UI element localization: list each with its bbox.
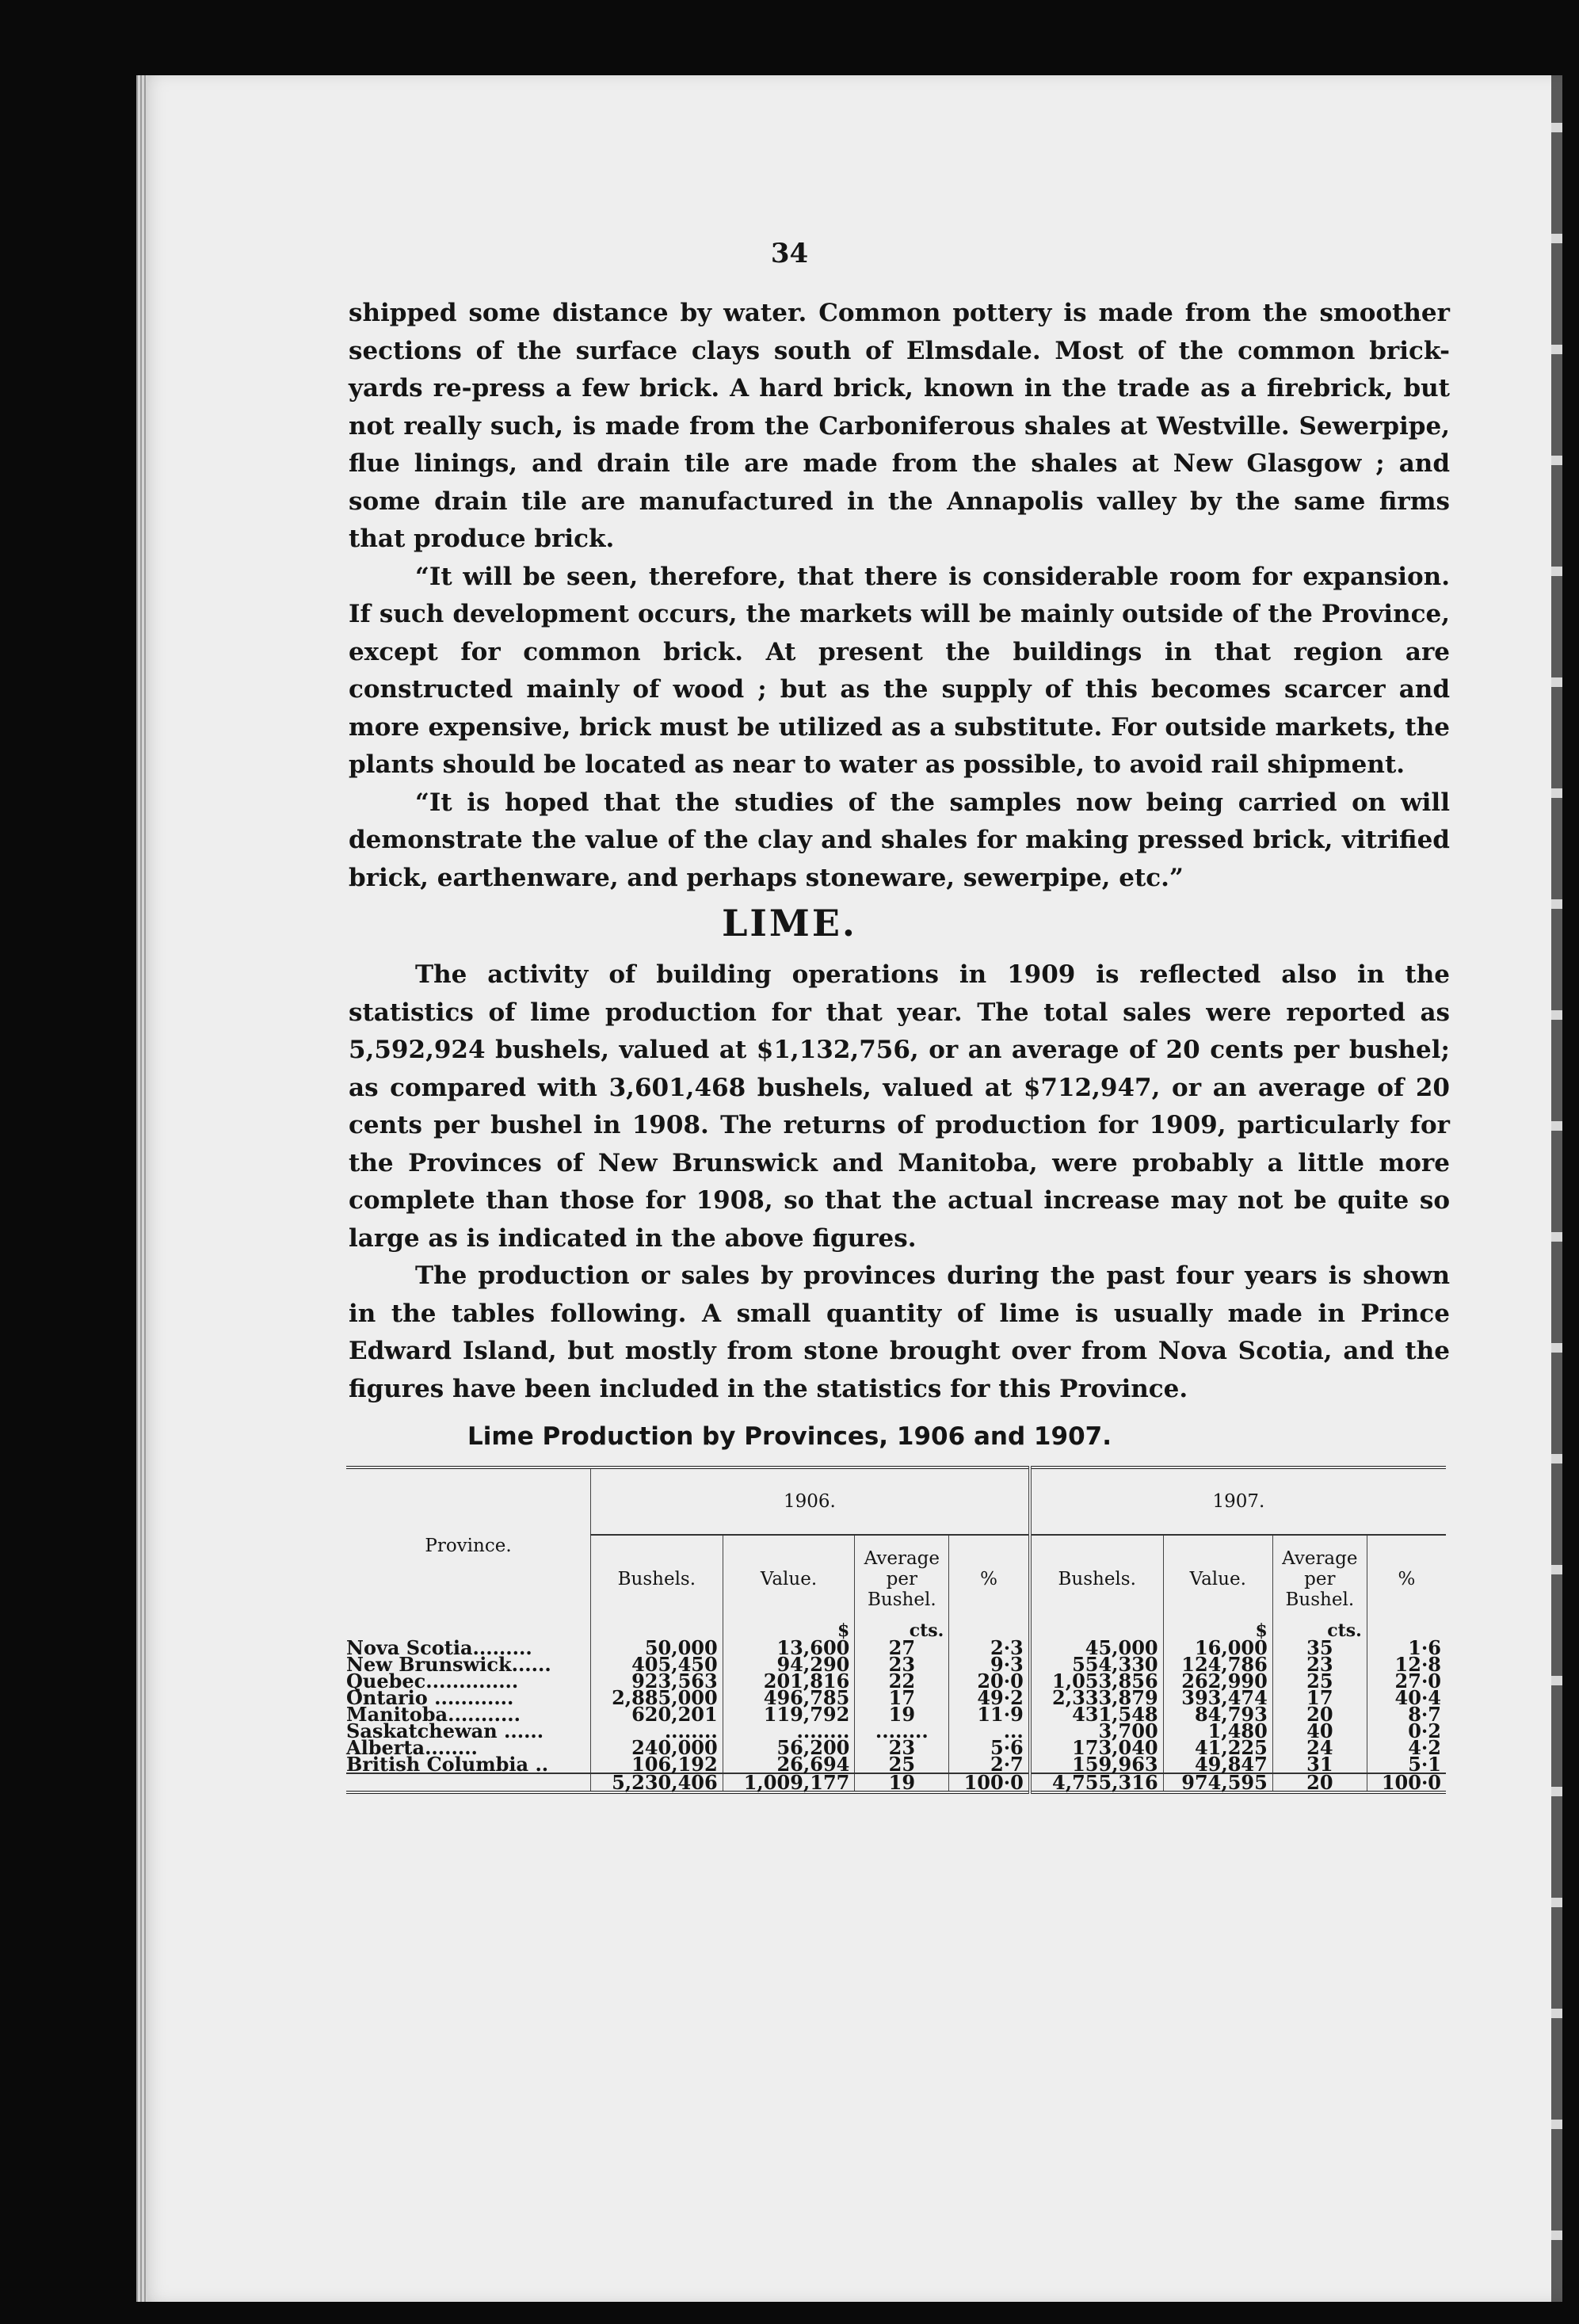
table-row: Quebec.............. 923,563 201,816 22 20·0 1,053,856 262,990 25 27·0 (346, 1673, 1446, 1689)
col-percent-1907: % (1367, 1535, 1446, 1623)
table-caption: Lime Production by Provinces, 1906 and 1907. (467, 1422, 1112, 1451)
body-text-lime (349, 956, 1450, 1408)
unit-cents: cts. (1272, 1623, 1367, 1639)
year-header-1906: 1906. (591, 1467, 1030, 1535)
page-binding-edge (136, 75, 147, 2302)
section-heading: LIME. (722, 902, 857, 944)
table-row: Ontario ............ 2,885,000 496,785 17 49·2 2,333,879 393,474 17 40·4 (346, 1689, 1446, 1706)
paragraph: shipped some distance by water. Common pottery is made from the smoother sections of the surface clays south of Elmsdale. Most of the common brick-yards re-press a few brick. A hard brick, known in the trade as a firebrick, but not really such, is made from the Carboniferous shales at Westville. Sewerpipe, flue linings, and drain tile are made from the shales at New Glasgow ; and some drain tile are manufactured in the Annapolis valley by the same firms that produce brick. (349, 299, 1450, 553)
col-average-1906: Average per Bushel. (855, 1535, 949, 1623)
year-header-1907: 1907. (1030, 1467, 1446, 1535)
col-value-1907: Value. (1163, 1535, 1272, 1623)
province-header: Province. (425, 1536, 512, 1556)
lime-production-table (346, 1466, 1446, 1794)
col-average-1907: Average per Bushel. (1272, 1535, 1367, 1623)
body-text-top (349, 295, 1450, 897)
table-row: New Brunswick...... 405,450 94,290 23 9·3 554,330 124,786 23 12·8 (346, 1656, 1446, 1673)
unit-dollars: $ (723, 1623, 855, 1639)
page-right-edge (1551, 75, 1562, 2302)
paragraph: The production or sales by provinces during the past four years is shown in the tables following. A small quantity of lime is usually made in Prince Edward Island, but mostly from stone brought over from Nova Scotia, and the figures have been included in the statistics for this Province. (349, 1261, 1450, 1403)
unit-dollars: $ (1163, 1623, 1272, 1639)
col-value-1906: Value. (723, 1535, 855, 1623)
table-row: Alberta........ 240,000 56,200 23 5·6 173,040 41,225 24 4·2 (346, 1739, 1446, 1756)
table-row: Nova Scotia......... 50,000 13,600 27 2·3 45,000 16,000 35 1·6 (346, 1639, 1446, 1656)
paragraph: “It will be seen, therefore, that there is considerable room for expansion. If such development occurs, the markets will be mainly outside of the Province, except for common brick. At present the buildings in that region are constructed mainly of wood ; but as the supply of this becomes scarcer and more expensive, brick must be utilized as a substitute. For outside markets, the plants should be located as near to water as possible, to avoid rail shipment. (349, 562, 1450, 779)
table-row: British Columbia .. 106,192 26,694 25 2·7 159,963 49,847 31 5·1 (346, 1756, 1446, 1773)
paragraph: The activity of building operations in 1909 is reflected also in the statistics of lime production for that year. The total sales were reported as 5,592,924 bushels, valued at $1,132,756, or an average of 20 cents per bushel; as compared with 3,601,468 bushels, valued at $712,947, or an average of 20 cents per bushel in 1908. The returns of production for 1909, particularly for the Provinces of New Brunswick and Manitoba, were probably a little more complete than those for 1908, so that the actual increase may not be quite so large as is indicated in the above figures. (349, 960, 1450, 1253)
table-total-row: 5,230,406 1,009,177 19 100·0 4,755,316 974,595 20 100·0 (346, 1773, 1446, 1792)
unit-cents: cts. (855, 1623, 949, 1639)
table-row: Manitoba........... 620,201 119,792 19 11·9 431,548 84,793 20 8·7 (346, 1706, 1446, 1723)
paragraph: “It is hoped that the studies of the samples now being carried on will demonstrate the value of the clay and shales for making pressed brick, vitrified brick, earthenware, and perhaps stoneware, sewerpipe, etc.” (349, 788, 1450, 892)
table-row: Saskatchewan ...... ........ ........ ........ ... 3,700 1,480 40 0·2 (346, 1723, 1446, 1739)
col-percent-1906: % (949, 1535, 1030, 1623)
col-bushels-1907: Bushels. (1030, 1535, 1163, 1623)
page-number: 34 (770, 238, 809, 269)
col-bushels-1906: Bushels. (591, 1535, 723, 1623)
